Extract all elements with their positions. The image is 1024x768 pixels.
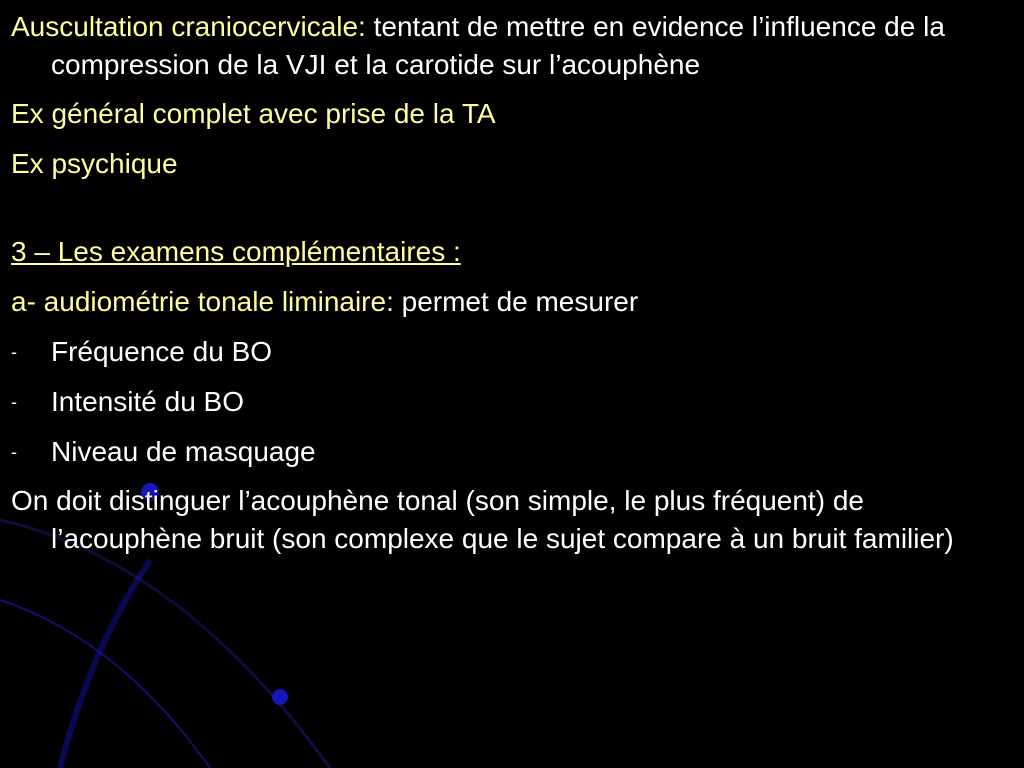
bullet-item-intensite [11, 382, 1016, 422]
auscultation-text: tentant de mettre en evidence l’influence de la compression de la VJI et la carotide sur l’acouphène [51, 11, 945, 80]
paragraph-exam-psychique: Ex psychique [11, 148, 178, 179]
bullet-dash: - [11, 442, 17, 462]
bullet-text: Niveau de masquage [51, 436, 316, 467]
spacer [11, 194, 1016, 232]
audiometrie-label: a- audiométrie tonale liminaire: [11, 286, 394, 317]
paragraph-audiometrie [11, 282, 1016, 322]
slide-content [11, 8, 1016, 568]
paragraph-exam-general: Ex général complet avec prise de la TA [11, 98, 496, 129]
bullet-dash: - [11, 342, 17, 362]
bullet-item-masquage [11, 432, 1016, 472]
decor-dot-2 [272, 689, 288, 705]
paragraph-distinction: On doit distinguer l’acouphène tonal (son simple, le plus fréquent) de l’acouphène bruit (son complexe que le sujet compare à un bruit familier) [11, 485, 954, 554]
bullet-item-frequence [11, 332, 1016, 372]
bullet-text: Intensité du BO [51, 386, 245, 417]
bullet-text: Fréquence du BO [51, 336, 273, 367]
paragraph-auscultation [11, 8, 1016, 84]
section-heading: 3 – Les examens complémentaires : [11, 236, 461, 267]
bullet-dash: - [11, 392, 17, 412]
audiometrie-text: permet de mesurer [393, 286, 639, 317]
auscultation-label: Auscultation craniocervicale: [11, 11, 366, 42]
